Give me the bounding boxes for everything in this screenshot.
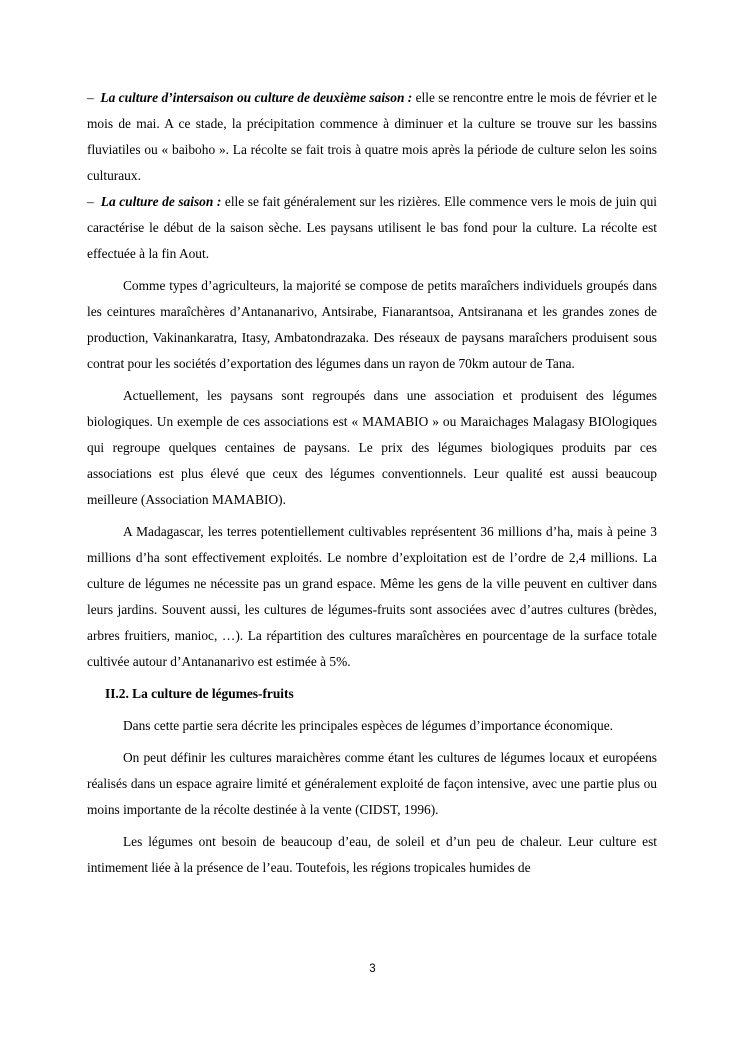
list-text: elle se rencontre entre le mois de février et le mois de mai. A ce stade, la précipitation commence à diminuer et la culture se trouve sur les bassins fluviatiles ou « baiboho ». La récolte se fait trois à quatre mois après la période de culture selon les soins culturaux. [87,90,657,183]
list-item-saison [87,189,657,267]
list-dash: – [87,194,94,209]
paragraph-especes: Dans cette partie sera décrite les principales espèces de légumes d’importance économique. [123,718,614,733]
section-heading: II.2. La culture de légumes-fruits [105,686,294,701]
list-term: La culture de saison : [100,194,222,209]
paragraph-agriculteurs: Comme types d’agriculteurs, la majorité se compose de petits maraîchers individuels groupés dans les ceintures maraîchères d’Antananarivo, Antsirabe, Fianarantsoa, Antsiranana et les grandes zones de production, Vakinankaratra, Itasy, Ambatondrazaka. Des réseaux de paysans maraîchers produisent sous contrat pour les sociétés d’exportation des légumes dans un rayon de 70km autour de Tana. [87,278,657,371]
list-term: La culture d’intersaison ou culture de deuxième saison : [100,90,413,105]
paragraph-mamabio: Actuellement, les paysans sont regroupés dans une association et produisent des légumes biologiques. Un exemple de ces associations est « MAMABIO » ou Maraichages Malagasy BIOlogiques qui regroupe quelques centaines de paysans. Le prix des légumes biologiques produits par ces associations est plus élevé que ceux des légumes conventionnels. Leur qualité est aussi beaucoup meilleure (Association MAMABIO). [87,388,657,507]
list-text: elle se fait généralement sur les rizières. Elle commence vers le mois de juin qui caractérise le début de la saison sèche. Les paysans utilisent le bas fond pour la culture. La récolte est effectuée à la fin Aout. [87,194,657,261]
page-body [87,85,657,881]
paragraph-definition: On peut définir les cultures maraichères comme étant les cultures de légumes locaux et européens réalisés dans un espace agraire limité et généralement exploité de façon intensive, avec une partie plus ou moins importante de la récolte destinée à la vente (CIDST, 1996). [87,750,657,817]
page-number: 3 [369,963,376,975]
paragraph-madagascar: A Madagascar, les terres potentiellement cultivables représentent 36 millions d’ha, mais à peine 3 millions d’ha sont effectivement exploités. Le nombre d’exploitation est de l’ordre de 2,4 millions. La culture de légumes ne nécessite pas un grand espace. Même les gens de la ville peuvent en cultiver dans leurs jardins. Souvent aussi, les cultures de légumes-fruits sont associées avec d’autres cultures (brèdes, arbres fruitiers, manioc, …). La répartition des cultures maraîchères en pourcentage de la surface totale cultivée autour d’Antananarivo est estimée à 5%. [87,524,657,669]
paragraph-besoins: Les légumes ont besoin de beaucoup d’eau, de soleil et d’un peu de chaleur. Leur culture est intimement liée à la présence de l’eau. Toutefois, les régions tropicales humides de [87,834,657,875]
list-item-intersaison [87,85,657,189]
list-dash: – [87,90,94,105]
